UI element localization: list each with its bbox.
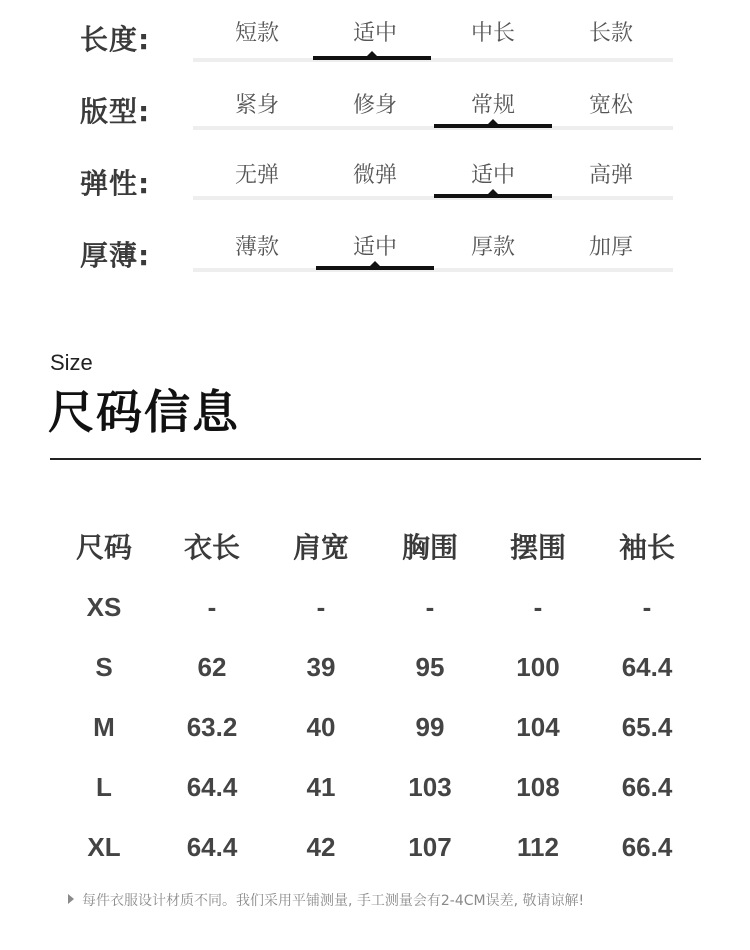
- column-header: 胸围: [401, 531, 458, 564]
- table-header-row: [50, 526, 701, 566]
- attr-option: 薄款: [234, 235, 279, 260]
- table-cell: 39: [306, 652, 336, 682]
- attr-label: 版型:: [80, 95, 151, 128]
- table-cell: 42: [306, 832, 336, 862]
- attr-option: 紧身: [234, 93, 279, 118]
- play-arrow-icon: [68, 894, 74, 904]
- footnote-text: 每件衣服设计材质不同。我们采用平铺测量, 手工测量会有2-4CM误差, 敬请谅解!: [82, 893, 585, 909]
- attr-option: 适中: [352, 235, 397, 260]
- table-cell: 64.4: [186, 832, 238, 862]
- attr-track: [193, 235, 673, 272]
- table-cell: 108: [516, 772, 560, 802]
- attr-track: [193, 93, 673, 130]
- table-cell: -: [642, 592, 652, 622]
- column-header: 摆围: [509, 531, 566, 564]
- table-cell: 65.4: [621, 712, 673, 742]
- selected-indicator: [313, 56, 431, 60]
- table-row: [50, 652, 701, 692]
- table-cell: 100: [516, 652, 560, 682]
- attr-option: 适中: [352, 21, 397, 46]
- table-cell: -: [533, 592, 543, 622]
- attr-row-length: [0, 18, 750, 78]
- attr-label: 长度:: [80, 23, 151, 56]
- table-cell: 104: [516, 712, 560, 742]
- table-cell: 99: [415, 712, 445, 742]
- table-cell: 40: [306, 712, 336, 742]
- attr-option: 中长: [470, 21, 515, 46]
- table-row: [50, 712, 701, 752]
- attr-track: [193, 21, 673, 62]
- divider: [50, 458, 701, 460]
- size-cell: XL: [87, 832, 121, 862]
- attr-label: 弹性:: [80, 167, 151, 200]
- attr-option: 适中: [470, 163, 515, 188]
- selected-indicator: [434, 124, 552, 128]
- footnote: [68, 890, 584, 910]
- selected-indicator: [316, 266, 434, 270]
- table-cell: 63.2: [186, 712, 238, 742]
- table-cell: -: [425, 592, 435, 622]
- size-cell: L: [96, 772, 112, 802]
- size-cell: XS: [86, 592, 122, 622]
- table-cell: 95: [415, 652, 445, 682]
- table-cell: 41: [306, 772, 336, 802]
- attr-option: 长款: [588, 21, 633, 46]
- column-header: 袖长: [618, 531, 675, 564]
- attr-option: 加厚: [588, 235, 633, 260]
- attr-row-elasticity: [0, 162, 750, 222]
- attr-option: 微弹: [352, 163, 397, 188]
- table-cell: -: [316, 592, 326, 622]
- attr-option: 短款: [234, 21, 279, 46]
- attr-row-fit: [0, 90, 750, 150]
- size-cell: S: [95, 652, 113, 682]
- table-row: [50, 772, 701, 812]
- selected-indicator: [434, 194, 552, 198]
- table-cell: 112: [517, 832, 559, 862]
- column-header: 衣长: [183, 531, 240, 564]
- attr-label: 厚薄:: [80, 239, 151, 272]
- attr-option: 宽松: [588, 93, 633, 118]
- table-cell: 107: [408, 832, 452, 862]
- table-cell: 66.4: [621, 832, 673, 862]
- attr-option: 常规: [470, 93, 515, 118]
- table-cell: 62: [197, 652, 227, 682]
- attr-option: 无弹: [234, 163, 279, 188]
- attr-option: 厚款: [470, 235, 515, 260]
- column-header: 肩宽: [292, 531, 349, 564]
- table-cell: 64.4: [621, 652, 673, 682]
- table-row: [50, 832, 701, 872]
- table-cell: 103: [408, 772, 452, 802]
- attr-row-thickness: [0, 234, 750, 294]
- table-cell: -: [207, 592, 217, 622]
- section-title: 尺码信息: [48, 385, 240, 439]
- table-cell: 64.4: [186, 772, 238, 802]
- size-cell: M: [93, 712, 115, 742]
- section-subtitle: Size: [50, 350, 93, 375]
- attr-option: 修身: [352, 93, 397, 118]
- attr-option: 高弹: [588, 163, 633, 188]
- column-header: 尺码: [75, 531, 132, 564]
- table-cell: 66.4: [621, 772, 673, 802]
- attr-track: [193, 163, 673, 200]
- table-row: [50, 592, 701, 632]
